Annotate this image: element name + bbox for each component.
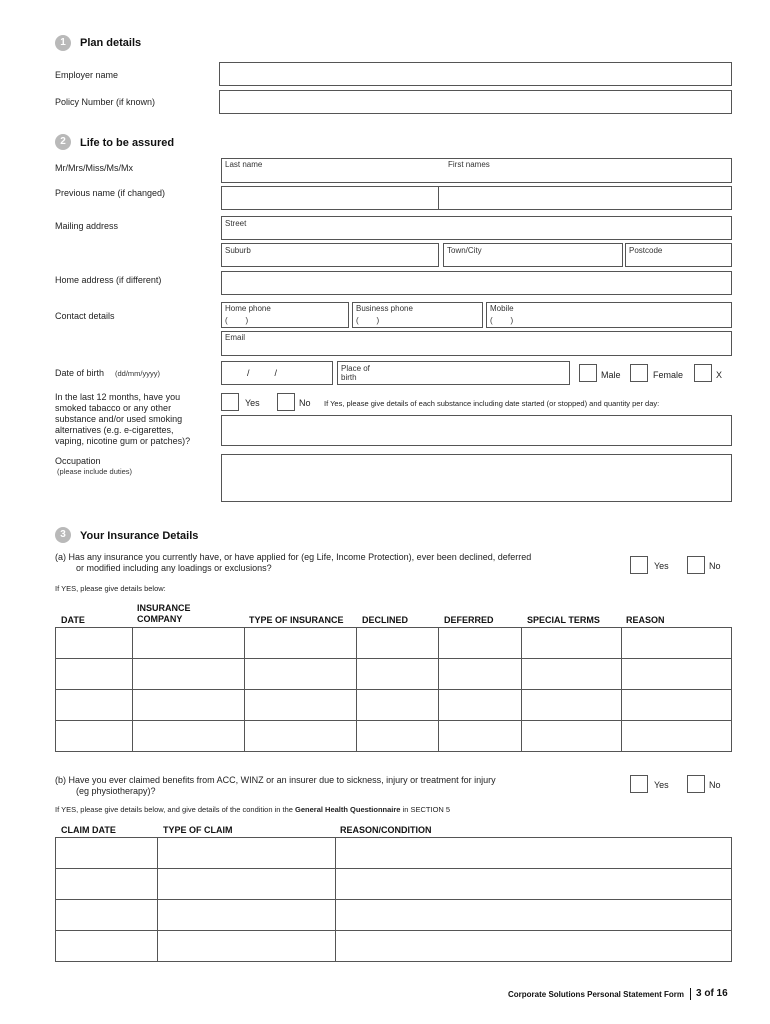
question-b-no-checkbox[interactable] <box>687 775 705 793</box>
home-address-field[interactable] <box>221 271 732 295</box>
dob-slashes: / / <box>247 368 278 378</box>
table-row <box>56 659 732 690</box>
table-cell[interactable] <box>336 900 732 931</box>
smoking-question-line-2: smoked tabacco or any other <box>55 403 172 413</box>
table-cell[interactable] <box>622 659 732 690</box>
table-cell[interactable] <box>336 838 732 869</box>
street-label: Street <box>225 219 247 228</box>
table-cell[interactable] <box>133 628 245 659</box>
if-yes-b-note-pre: If YES, please give details below, and give details of the condition in the <box>55 805 293 814</box>
table-row <box>56 931 732 962</box>
table-cell[interactable] <box>56 659 133 690</box>
street-field[interactable] <box>221 216 732 240</box>
table-cell[interactable] <box>439 690 522 721</box>
footer-page-number: 3 of 16 <box>696 988 728 999</box>
mailing-address-label: Mailing address <box>55 221 119 231</box>
suburb-field[interactable] <box>221 243 439 267</box>
question-b-yes-checkbox[interactable] <box>630 775 648 793</box>
smoking-question-line-1: In the last 12 months, have you <box>55 392 181 402</box>
table-a-header-date: DATE <box>61 615 85 625</box>
table-a-header-deferred: DEFERRED <box>444 615 494 625</box>
smoking-no-label: No <box>299 398 311 408</box>
female-label: Female <box>653 370 684 380</box>
section-title-life-assured: Life to be assured <box>80 137 175 149</box>
table-cell[interactable] <box>245 721 357 752</box>
home-phone-paren: ( ) <box>225 316 249 325</box>
email-label: Email <box>225 333 246 342</box>
table-row <box>56 628 732 659</box>
smoking-yes-label: Yes <box>245 398 260 408</box>
dob-label: Date of birth <box>55 368 105 378</box>
gender-x-label: X <box>716 370 723 380</box>
section-number-3: 3 <box>55 527 71 543</box>
if-yes-a-note: If YES, please give details below: <box>55 584 166 593</box>
mobile-paren: ( ) <box>490 316 514 325</box>
occupation-field[interactable] <box>221 454 732 502</box>
table-cell[interactable] <box>522 690 622 721</box>
table-b-header-reason: REASON/CONDITION <box>340 825 432 835</box>
suburb-label: Suburb <box>225 246 251 255</box>
footer-form-name: Corporate Solutions Personal Statement Form <box>508 990 685 999</box>
table-cell[interactable] <box>336 931 732 962</box>
table-cell[interactable] <box>439 628 522 659</box>
policy-number-field[interactable] <box>219 90 732 114</box>
table-cell[interactable] <box>56 721 133 752</box>
table-cell[interactable] <box>133 690 245 721</box>
if-yes-b-note-bold: General Health Questionnaire <box>295 805 401 814</box>
occupation-sub-label: (please include duties) <box>57 467 133 476</box>
table-cell[interactable] <box>622 628 732 659</box>
place-of-birth-label: Place of birth <box>341 364 370 382</box>
table-cell[interactable] <box>56 690 133 721</box>
table-cell[interactable] <box>439 721 522 752</box>
smoking-details-field[interactable] <box>221 415 732 446</box>
male-checkbox[interactable] <box>579 364 597 382</box>
question-a-yes-label: Yes <box>654 561 669 571</box>
title-label: Mr/Mrs/Miss/Ms/Mx <box>55 163 133 173</box>
table-cell[interactable] <box>522 721 622 752</box>
table-cell[interactable] <box>522 659 622 690</box>
table-cell[interactable] <box>56 900 158 931</box>
gender-x-checkbox[interactable] <box>694 364 712 382</box>
table-a-header-reason: REASON <box>626 615 665 625</box>
smoking-yes-checkbox[interactable] <box>221 393 239 411</box>
question-b-yes-label: Yes <box>654 780 669 790</box>
table-cell[interactable] <box>622 721 732 752</box>
table-cell[interactable] <box>56 869 158 900</box>
table-cell[interactable] <box>357 659 439 690</box>
table-cell[interactable] <box>245 659 357 690</box>
table-a-header-declined: DECLINED <box>362 615 409 625</box>
business-phone-label: Business phone <box>356 304 413 313</box>
claims-table <box>55 837 732 962</box>
previous-first-names-field[interactable] <box>438 186 732 210</box>
if-yes-b-note <box>55 805 450 814</box>
section-number-1: 1 <box>55 35 71 51</box>
contact-details-label: Contact details <box>55 311 115 321</box>
section-title-plan-details: Plan details <box>80 37 142 49</box>
smoking-question-line-3: substance and/or used smoking <box>55 414 183 424</box>
table-cell[interactable] <box>56 838 158 869</box>
table-cell[interactable] <box>158 838 336 869</box>
table-cell[interactable] <box>158 869 336 900</box>
smoking-no-checkbox[interactable] <box>277 393 295 411</box>
postcode-label: Postcode <box>629 246 663 255</box>
table-b-header-type-of-claim: TYPE OF CLAIM <box>163 825 233 835</box>
table-cell[interactable] <box>245 690 357 721</box>
mobile-label: Mobile <box>490 304 514 313</box>
dob-format-hint: (dd/mm/yyyy) <box>115 369 160 378</box>
question-b-line-1: (b) Have you ever claimed benefits from ACC, WINZ or an insurer due to sickness, injury or treatment for injury <box>55 775 496 785</box>
home-phone-label: Home phone <box>225 304 271 313</box>
section-number-2: 2 <box>55 134 71 150</box>
table-cell[interactable] <box>158 931 336 962</box>
question-a-yes-checkbox[interactable] <box>630 556 648 574</box>
table-cell[interactable] <box>357 628 439 659</box>
table-cell[interactable] <box>622 690 732 721</box>
employer-name-field[interactable] <box>219 62 732 86</box>
if-yes-b-note-post: in SECTION 5 <box>402 805 451 814</box>
smoking-question-line-5: vaping, nicotine gum or patches)? <box>55 436 191 446</box>
question-b-line-2: (eg physiotherapy)? <box>76 786 156 796</box>
table-cell[interactable] <box>158 900 336 931</box>
employer-name-label: Employer name <box>55 70 119 80</box>
table-row <box>56 721 732 752</box>
table-a-header-type: TYPE OF INSURANCE <box>249 615 344 625</box>
table-cell[interactable] <box>133 659 245 690</box>
table-row <box>56 869 732 900</box>
male-label: Male <box>601 370 621 380</box>
table-row <box>56 900 732 931</box>
footer-divider <box>690 988 691 1000</box>
question-a-line-2: or modified including any loadings or exclusions? <box>76 563 272 573</box>
table-cell[interactable] <box>357 721 439 752</box>
section-title-insurance-details: Your Insurance Details <box>80 530 199 542</box>
table-cell[interactable] <box>522 628 622 659</box>
table-cell[interactable] <box>336 869 732 900</box>
question-a-line-1: (a) Has any insurance you currently have, or have applied for (eg Life, Income Protection), ever been declined, deferred <box>55 552 532 562</box>
table-a-header-special-terms: SPECIAL TERMS <box>527 615 600 625</box>
table-cell[interactable] <box>56 628 133 659</box>
table-a-header-company: INSURANCE COMPANY <box>137 603 191 624</box>
table-cell[interactable] <box>56 931 158 962</box>
town-city-label: Town/City <box>447 246 482 255</box>
occupation-label: Occupation <box>55 456 101 466</box>
smoking-details-note: If Yes, please give details of each substance including date started (or stopped) and quantity per day: <box>324 399 660 408</box>
table-cell[interactable] <box>439 659 522 690</box>
policy-number-label: Policy Number (if known) <box>55 97 156 107</box>
email-field[interactable] <box>221 331 732 356</box>
table-cell[interactable] <box>245 628 357 659</box>
last-name-label: Last name <box>225 160 263 169</box>
first-names-label: First names <box>448 160 490 169</box>
table-cell[interactable] <box>133 721 245 752</box>
home-address-label: Home address (if different) <box>55 275 162 285</box>
business-phone-paren: ( ) <box>356 316 380 325</box>
table-row <box>56 838 732 869</box>
insurance-history-table <box>55 627 732 752</box>
table-row <box>56 690 732 721</box>
smoking-question-line-4: alternatives (e.g. e-cigarettes, <box>55 425 174 435</box>
question-a-no-checkbox[interactable] <box>687 556 705 574</box>
smoking-question <box>55 392 190 447</box>
previous-last-name-field[interactable] <box>221 186 439 210</box>
previous-name-label: Previous name (if changed) <box>55 188 166 198</box>
mobile-field[interactable] <box>486 302 732 328</box>
female-checkbox[interactable] <box>630 364 648 382</box>
question-b-no-label: No <box>709 780 721 790</box>
table-cell[interactable] <box>357 690 439 721</box>
question-a-no-label: No <box>709 561 721 571</box>
table-b-header-claim-date: CLAIM DATE <box>61 825 116 835</box>
